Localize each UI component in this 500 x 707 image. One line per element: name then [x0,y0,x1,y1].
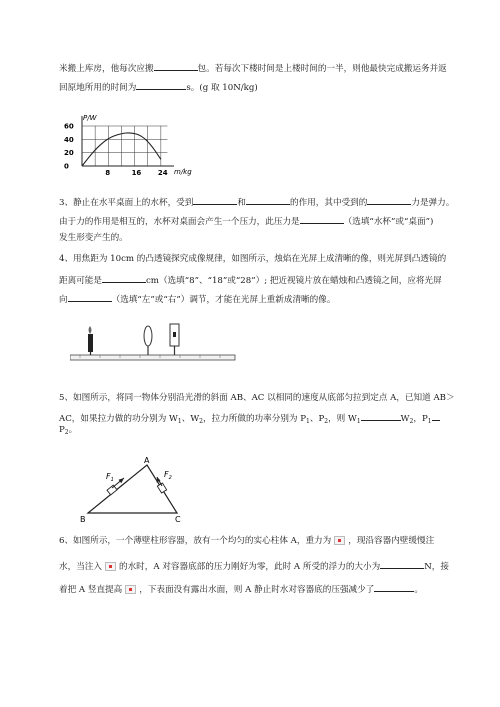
q6-text: 着把 A 竖直提高 [59,585,123,595]
subscript: 2 [64,429,69,436]
bench-rail [70,355,235,360]
chart-ticks [64,123,168,178]
candle-icon [88,326,93,355]
y-tick-label: 60 [64,122,74,131]
answer-blank[interactable] [68,292,112,302]
intro-text: s。(g 取 10N/kg) [186,83,258,93]
q6-text: ，现沿容器内壁缓慢注 [348,536,435,546]
force-f2-label: $F_2$ [164,470,172,481]
q3-text: 发生形变产生的。 [59,233,128,243]
q3-line-2 [59,214,433,228]
intro-text: 米搬上库房，他每次应搬 [59,64,154,74]
q6-line-3 [59,582,423,596]
q6-line-1 [59,536,434,547]
q5-text: 5、如图所示，将同一物体分别沿光滑的斜面 AB、AC 以相同的速度从底部匀拉到定点 A，已知道 AB＞ [59,393,455,403]
vertex-c-label: C [175,515,181,524]
x-axis-label: m/kg [174,168,192,176]
q5-text: ，P [413,414,428,424]
vertex-a-label: A [144,456,150,465]
q3-text: 由于力的作用是相互的，水杯对桌面会产生一个压力，此压力是 [59,217,300,227]
answer-blank[interactable] [361,411,401,421]
q4-text: （选填“左”或“右”）调节，才能在光屏上重新成清晰的像。 [111,295,336,305]
optical-bench-figure [70,318,240,366]
q5-text: ，则 W [328,414,357,424]
q6-line-2 [59,559,449,573]
q3-line-1 [59,195,454,209]
answer-blank[interactable] [193,195,237,205]
answer-blank[interactable] [367,195,411,205]
subscript: 2 [324,418,329,425]
q4-text: 距离可能是 [59,276,102,286]
chart-grid [82,126,167,166]
q6-text: N，接 [424,562,449,572]
y-tick-label: 20 [64,149,74,158]
x-tick-label: 24 [157,169,168,177]
q4-line-3 [59,292,335,306]
q5-text: 、W [181,414,200,424]
q5-text: P [59,425,65,435]
q6-text: ，下表面没有露出水面，则 A 静止时水对容器底的压强减少了 [139,585,375,595]
q5-text: 。 [68,425,78,435]
q4-line-1 [59,254,446,265]
force-f1-label: $F_1$ [106,472,114,483]
light-screen-icon [170,324,179,355]
q5-text: ，拉力所做的功率分别为 P [202,414,307,424]
subscript: 2 [409,418,414,425]
answer-blank[interactable] [136,80,186,90]
q4-text: 4、用焦距为 10cm 的凸透镜探究成像规律，如图所示，烛焰在光屏上成清晰的像，则光屏到凸透镜的 [59,254,447,264]
q3-text: （选填“水杯”或“桌面”) [343,217,434,227]
formula-image-icon [105,562,116,571]
intro-line-2 [59,80,258,94]
intro-line-1 [59,61,447,75]
q6-text: 水，当注入 [59,562,102,572]
answer-blank[interactable] [102,273,146,283]
x-tick-label: 16 [131,169,142,177]
formula-image-icon [125,585,136,594]
q5-text: 、P [309,414,325,424]
y-tick-label: 0 [64,162,69,171]
block-on-ab [107,485,117,495]
q4-line-2 [59,273,442,287]
q3-text: 的作用，其中受到的 [289,198,368,208]
q5-line-1 [59,393,455,404]
answer-blank[interactable] [246,195,290,205]
subscript: 1 [356,418,361,425]
subscript: 2 [199,418,203,425]
answer-blank[interactable] [432,411,440,421]
q5-line-2 [59,411,440,427]
q3-line-3 [59,233,128,244]
q3-text: 力是弹力。 [411,198,455,208]
answer-blank[interactable] [380,559,424,569]
intro-text: 回原地所用的时间为 [59,83,137,93]
q6-text: 的水时，A 对容器底部的压力刚好为零，此时 A 所受的浮力的大小为 [118,562,381,572]
subscript: 1 [177,418,182,425]
formula-image-icon [334,536,345,545]
answer-blank[interactable] [374,582,414,592]
vertex-b-label: B [80,515,86,524]
subscript: 1 [427,418,432,425]
y-axis-label: P/W [83,114,97,122]
answer-blank[interactable] [154,61,198,71]
intro-text: 包。若每次下楼时间是上楼时间的一半，则他最快完成搬运务并返 [197,64,447,74]
subscript: 1 [306,418,310,425]
convex-lens-icon [144,326,152,355]
q3-text: 3、静止在水平桌面上的水杯，受到 [59,198,194,208]
y-tick-label: 40 [64,135,74,144]
q4-text: 向 [59,295,68,305]
q3-text: 和 [237,198,246,208]
answer-blank[interactable] [300,214,344,224]
power-mass-chart [62,112,202,178]
incline-figure [78,455,198,525]
x-tick-label: 8 [105,169,111,177]
q6-text: 6、如图所示，一个薄壁柱形容器，放有一个均匀的实心柱体 A，重力为 [59,536,332,546]
q5-text: W [400,414,410,424]
q5-line-3 [59,425,77,438]
q6-text: 。 [414,585,423,595]
q5-text: AC，如果拉力做的功分别为 W [59,414,178,424]
q4-text: cm（选填“8”、“18”或“28”）; 把近视镜片放在蜡烛和凸透镜之间，应将光屏 [145,276,442,286]
